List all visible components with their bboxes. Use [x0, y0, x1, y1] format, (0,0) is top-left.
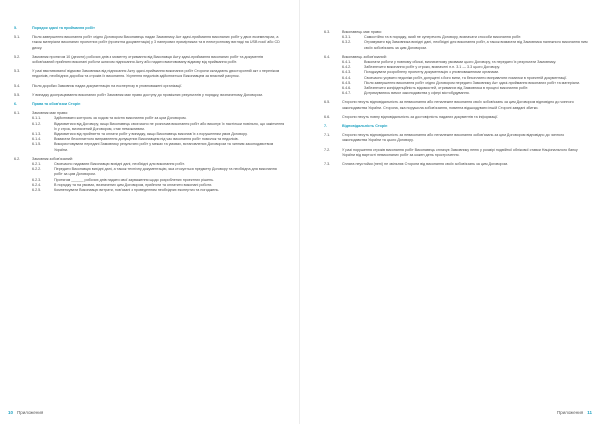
clause-number: 6.4.4.: [342, 75, 352, 80]
clause-number: 6.1.3.: [32, 132, 42, 137]
clause-number: 6.4.3.: [342, 70, 352, 75]
clause-text: Дотримуватись вимог законодавства у сфері містобудування.: [364, 91, 470, 96]
clause-number: 7.: [324, 124, 328, 129]
footer-label: Приложения: [556, 410, 584, 415]
clause-text: Передати Виконавцю вихідні дані, а також технічну документацію, яка стосується предмету Договору та необхідна для виконання робіт за цим Договором.: [54, 167, 277, 177]
clause-text: Використовувати передані Замовнику результати робіт у межах та умовах, встановлених Договором та чинним законодавством України.: [54, 142, 274, 152]
sub-clause: [342, 40, 590, 50]
clause-number: 6.2.2.: [32, 167, 42, 172]
clause-text: Сторони несуть повну відповідальність за достовірність наданих документів та інформації.: [342, 114, 499, 119]
clause-text: Відповідальність Сторін: [342, 124, 388, 129]
clause: [14, 93, 286, 98]
page-number: 10: [8, 410, 14, 415]
clause: [324, 133, 590, 143]
clause-text: Замовник протягом 10 (десяти) робочих днів з моменту отримання від Виконавця Акту здачі-приймання виконаних робіт та документів зобов'язаний прийняти виконані роботи шляхом підписання Акту або надати вмотивовану відмову від приймання робіт.: [32, 54, 264, 65]
clause-number: 6.2.4.: [32, 182, 42, 187]
clause-number: 5.: [14, 26, 18, 30]
clause-number: 5.4.: [14, 83, 21, 88]
sub-clause: [32, 167, 286, 177]
clause-text: Права та обов'язки Сторін: [32, 102, 81, 107]
clause-text: Замовник зобов'язаний:: [32, 156, 74, 161]
right-page-content: [324, 26, 590, 167]
clause-number: 6.4.2.: [342, 65, 352, 70]
clause-text: У разі порушення строків виконання робіт Виконавець сплачує Замовнику пеню у розмірі подвійної облікової ставки Національного банку України від вартості невиконаних робіт за кожен день прострочення.: [342, 147, 578, 157]
clause-number: 6.4.: [324, 54, 331, 59]
clause-text: В порядку та на умовах, визначених цим Договором, прийняти та оплатити виконані роботи.: [54, 182, 213, 187]
clause-text: Сторони несуть відповідальність за невиконання або неналежне виконання своїх зобов'язань за цим Договором відповідно до чинного законодавства України. Сторона, яка порушила зобов'язання, повинна відшкодувати іншій Стороні завдані збитки.: [342, 100, 574, 110]
clause-text: Забезпечити конфіденційність відомостей, отриманих від Замовника в процесі виконання робіт.: [364, 86, 529, 91]
clause-text: Порядок здачі та приймання робіт: [32, 26, 95, 30]
clause-number: 6.6.: [324, 114, 331, 119]
left-page-content: [14, 26, 286, 193]
clause-number: 7.2.: [324, 147, 331, 152]
clause-text: Вимагати безоплатного виправлення допущених Виконавцем під час виконання робіт помилок та недоліків.: [54, 137, 239, 142]
clause-number: 6.1.5.: [32, 142, 42, 147]
clause: [324, 100, 590, 110]
clause: [14, 84, 286, 89]
clause-number: 6.: [14, 102, 18, 107]
right-page: [300, 0, 600, 424]
clause-text: Забезпечити виконання робіт у строки, визначені п.п. 3.1 — 3.3 цього Договору.: [364, 65, 501, 70]
clause: [14, 35, 286, 51]
clause-number: 5.5.: [14, 92, 21, 97]
clause-number: 6.1.: [14, 111, 21, 116]
sub-clause: [32, 122, 286, 132]
clause: [14, 69, 286, 79]
clause-number: 6.4.7.: [342, 91, 352, 96]
clause-text: Виконавець зобов'язаний:: [342, 54, 387, 59]
clause-text: Відмовитися від прийняття та оплати робіт у випадку, якщо Виконавець виконав їх з порушенням умов Договору.: [54, 132, 248, 137]
clause-number: 6.3.: [324, 30, 331, 34]
clause-number: 7.1.: [324, 133, 331, 138]
right-page-footer: [557, 410, 592, 416]
clause-number: 6.2.: [14, 156, 21, 161]
page-number: 11: [587, 410, 592, 415]
clause-number: 6.1.1.: [32, 116, 42, 121]
clause-number: 6.4.6.: [342, 86, 352, 91]
clause-text: Замовник має право:: [32, 111, 69, 116]
clause-text: Сторони несуть відповідальність за невиконання або неналежне виконання зобов'язань за цим Договором відповідно до чинного законодавства України та цього Договору.: [342, 133, 565, 143]
clause-text: Самостійно та в порядку, який не суперечить Договору, визначати способи виконання робіт.: [364, 35, 522, 40]
clause-number: 6.3.2.: [342, 40, 352, 45]
clause: [324, 115, 590, 120]
clause-text: Компенсувати Виконавцю витрати, пов'язані з проведенням необхідних експертиз та погоджень.: [54, 188, 220, 193]
clause-number: 6.2.1.: [32, 162, 42, 167]
clause-number: 6.1.4.: [32, 137, 42, 142]
clause-text: Погоджувати розроблену проектну документацію з уповноваженими органами.: [364, 70, 500, 75]
clause-number: 6.4.1.: [342, 60, 352, 65]
sub-clause: [32, 142, 286, 152]
clause-number: 7.3.: [324, 162, 331, 167]
clause-text: Здійснювати контроль за ходом та якістю виконання робіт за цим Договором.: [54, 116, 187, 121]
clause: [324, 148, 590, 158]
clause-text: Виконавець має право:: [342, 30, 382, 34]
clause-text: У випадку доопрацювання виконаних робіт Замовник має право доступу до проміжних результатів у порядку, визначеному Договором.: [32, 92, 263, 97]
clause-text: Отримувати від Замовника вихідні дані, необхідні для виконання робіт, а також вимагати від Замовника належного виконання ним своїх зобов'язань за цим Договором.: [364, 40, 588, 50]
clause-text: Своєчасно надавати Виконавцю вихідні дані, необхідні для виконання робіт.: [54, 162, 185, 167]
footer-label: Приложения: [17, 410, 44, 415]
clause: [14, 55, 286, 65]
clause-number: 6.3.1.: [342, 35, 352, 40]
section-heading: [14, 102, 286, 107]
clause-number: 6.2.5.: [32, 188, 42, 193]
clause-number: 5.3.: [14, 69, 21, 74]
clause-number: 5.1.: [14, 35, 21, 40]
left-page-footer: [8, 410, 43, 416]
clause-number: 6.2.3.: [32, 177, 42, 182]
clause-text: Відмовитися від Договору, якщо Виконавець своєчасно не розпочав виконання робіт або виконує їх настільки повільно, що закінчення їх у строк, визначений Договором, стає неможливим.: [54, 121, 285, 131]
clause-text: Сплата неустойки (пені) не звільняє Сторони від виконання своїх зобов'язань за цим Договором.: [342, 162, 509, 167]
clause-text: Своєчасно усувати недоліки робіт, допущені з його вини, та безоплатно виправляти помилки в проектній документації.: [364, 75, 568, 80]
clause-number: 5.2.: [14, 54, 21, 59]
section-heading: [324, 124, 590, 129]
clause-number: 6.5.: [324, 100, 331, 105]
clause-text: Виконати роботи у повному обсязі, визначеному умовами цього Договору, та передати їх результати Замовнику.: [364, 60, 557, 65]
clause-text: У разі вмотивованої відмови Замовника від підписання Акту здачі-приймання виконаних робіт Сторони складають двосторонній акт з переліком недоліків, необхідних доробок та строків їх виконання. Усунення недоліків здійснюється Виконавцем за власний рахунок.: [32, 69, 280, 79]
section-heading: [14, 26, 286, 31]
clause-text: Після завершення виконання робіт згідно Договором передати Замовнику Акт здачі-приймання виконаних робіт та матеріали.: [364, 80, 581, 85]
sub-clause: [32, 188, 286, 193]
clause: [324, 162, 590, 167]
clause-text: Протягом ______ робочих днів надати свої зауваження щодо розроблених проектних рішень.: [54, 177, 215, 182]
clause-text: Після доробки Замовник надає документацію на експертизу в уповноважені організації.: [32, 83, 183, 88]
clause-number: 6.1.2.: [32, 121, 42, 126]
sub-clause: [342, 91, 590, 96]
clause-text: Після завершення виконання робіт згідно Договором Виконавець надає Замовнику Акт здачі-приймання виконаних робіт у двох екземплярах, а також матеріали виконаних проектних робіт (проектна документація) у 3 паперових примірниках та в електронному вигляді на USB носії або CD диску.: [32, 35, 280, 50]
clause-number: 6.4.5.: [342, 80, 352, 85]
